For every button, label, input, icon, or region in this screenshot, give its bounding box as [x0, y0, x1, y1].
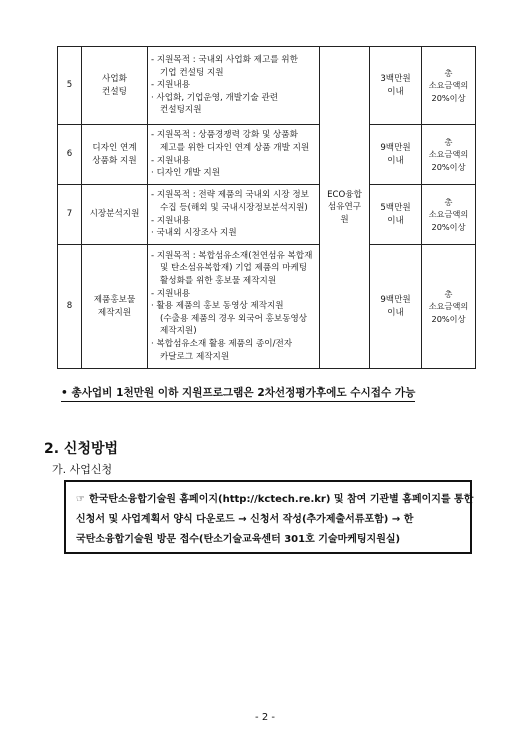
- program-name-cell: [82, 185, 148, 245]
- row-number-cell: 8: [58, 245, 82, 369]
- content-line: · 활용 제품의 홍보 동영상 제작지원: [151, 301, 284, 312]
- organization-line: 원: [340, 214, 349, 225]
- content-line: 컨설팅지원: [160, 105, 202, 116]
- cost-ratio-cell: [422, 47, 476, 125]
- program-name-cell-line: 제작지원: [97, 307, 132, 318]
- program-name-cell-line: 상품화 지원: [92, 155, 137, 166]
- content-line: · 디자인 개발 지원: [151, 168, 221, 179]
- table-row: [58, 245, 476, 369]
- support-amount-cell: [370, 125, 422, 185]
- subsection-title: 가. 사업신청: [52, 463, 113, 476]
- program-name-cell: [82, 125, 148, 185]
- page-number: - 2 -: [255, 712, 275, 723]
- section-title: 2. 신청방법: [44, 441, 119, 457]
- content-line: 기업 컨설팅 지원: [160, 67, 224, 78]
- cost-ratio-cell-line: 20%이상: [431, 313, 466, 324]
- cost-ratio-cell-line: 20%이상: [431, 92, 466, 103]
- program-name-cell-line: 제품홍보물: [93, 294, 136, 305]
- content-line: - 지원목적 : 국내외 사업화 제고를 위한: [151, 55, 298, 66]
- procedure-line-2: 신청서 및 사업계획서 양식 다운로드 → 신청서 작성(추가제출서류포함) → 한: [76, 514, 414, 525]
- support-program-table: [57, 46, 476, 369]
- cost-ratio-cell-line: 20%이상: [431, 221, 466, 232]
- row-number-cell: 6: [58, 125, 82, 185]
- content-line: - 지원내용: [151, 288, 191, 299]
- cost-ratio-cell: [422, 245, 476, 369]
- content-line: - 지원내용: [151, 80, 191, 91]
- content-line: (수출용 제품의 경우 외국어 홍보동영상: [160, 313, 308, 324]
- table-row: [58, 125, 476, 185]
- program-name-cell-line: 시장분석지원: [89, 209, 140, 220]
- procedure-line-3: 국탄소융합기술원 방문 접수(탄소기술교육센터 301호 기술마케팅지원실): [76, 534, 401, 545]
- hand-pointing-right-icon: ☞: [76, 494, 85, 505]
- program-name-cell: [82, 245, 148, 369]
- support-amount-cell-line: 이내: [387, 86, 404, 97]
- content-line: · 국내외 시장조사 지원: [151, 228, 237, 239]
- content-line: 및 탄소섬유복합재) 기업 제품의 마케팅: [160, 263, 308, 274]
- content-line: - 지원내용: [151, 155, 191, 166]
- application-procedure-box: [64, 480, 472, 554]
- content-line: 카달로그 제작지원: [160, 351, 230, 362]
- cost-ratio-cell-line: 총: [444, 67, 453, 78]
- procedure-text-1: 한국탄소융합기술원 홈페이지(http://kctech.re.kr) 및 참여 기관별 홈페이지를 통한: [88, 494, 474, 505]
- content-line: 제고를 위한 디자인 연계 상품 개발 지원: [160, 142, 310, 153]
- content-line: - 지원목적 : 전략 제품의 국내외 시장 정보: [151, 190, 309, 201]
- cost-ratio-cell-line: 소요금액의: [428, 80, 469, 91]
- cost-ratio-cell: [422, 125, 476, 185]
- content-line: · 사업화, 기업운영, 개발기술 관련: [151, 92, 279, 103]
- organization-line: 섬유연구: [327, 202, 362, 213]
- row-number-cell: 5: [58, 47, 82, 125]
- cost-ratio-cell-line: 총: [444, 136, 453, 147]
- program-name-cell-line: 사업화: [102, 73, 127, 84]
- program-name-cell: [82, 47, 148, 125]
- content-line: - 지원내용: [151, 215, 191, 226]
- table-row: [58, 47, 476, 125]
- program-content-cell: [148, 47, 320, 125]
- cost-ratio-cell-line: 총: [444, 196, 453, 207]
- support-amount-cell-line: 이내: [387, 155, 404, 166]
- program-content-cell: [148, 185, 320, 245]
- support-amount-cell-line: 5백만원: [380, 202, 411, 213]
- cost-ratio-cell-line: 소요금액의: [428, 209, 469, 220]
- support-amount-cell: [370, 185, 422, 245]
- program-name-cell-line: 컨설팅: [102, 86, 127, 97]
- row-number-cell: 7: [58, 185, 82, 245]
- content-line: 활성화를 위한 홍보물 제작지원: [160, 276, 277, 287]
- support-amount-cell-line: 3백만원: [380, 73, 411, 84]
- table-row: [58, 185, 476, 245]
- content-line: 제작지원): [160, 326, 197, 337]
- organization-cell: [320, 47, 370, 369]
- content-line: - 지원목적 : 상품경쟁력 강화 및 상품화: [151, 130, 298, 141]
- support-amount-cell-line: 9백만원: [380, 142, 411, 153]
- cost-ratio-cell-line: 총: [444, 288, 453, 299]
- program-name-cell-line: 디자인 연계: [92, 142, 137, 153]
- cost-ratio-cell-line: 소요금액의: [428, 301, 469, 312]
- content-line: 수집 등(해외 및 국내시장정보분석지원): [160, 202, 308, 213]
- support-amount-cell: [370, 47, 422, 125]
- support-amount-cell-line: 이내: [387, 307, 404, 318]
- support-table-body: [58, 47, 476, 369]
- cost-ratio-cell: [422, 185, 476, 245]
- program-content-cell: [148, 125, 320, 185]
- rolling-application-note: • 총사업비 1천만원 이하 지원프로그램은 2차선정평가후에도 수시접수 가능: [61, 385, 415, 402]
- support-amount-cell: [370, 245, 422, 369]
- content-line: · 복합섬유소재 활용 제품의 종이/전자: [151, 338, 293, 349]
- content-line: - 지원목적 : 복합섬유소재(천연섬유 복합재: [151, 250, 313, 261]
- program-content-cell: [148, 245, 320, 369]
- cost-ratio-cell-line: 20%이상: [431, 161, 466, 172]
- support-amount-cell-line: 이내: [387, 215, 404, 226]
- organization-line: ECO융합: [327, 189, 362, 200]
- support-amount-cell-line: 9백만원: [380, 294, 411, 305]
- procedure-line-1: [76, 490, 474, 510]
- cost-ratio-cell-line: 소요금액의: [428, 149, 469, 160]
